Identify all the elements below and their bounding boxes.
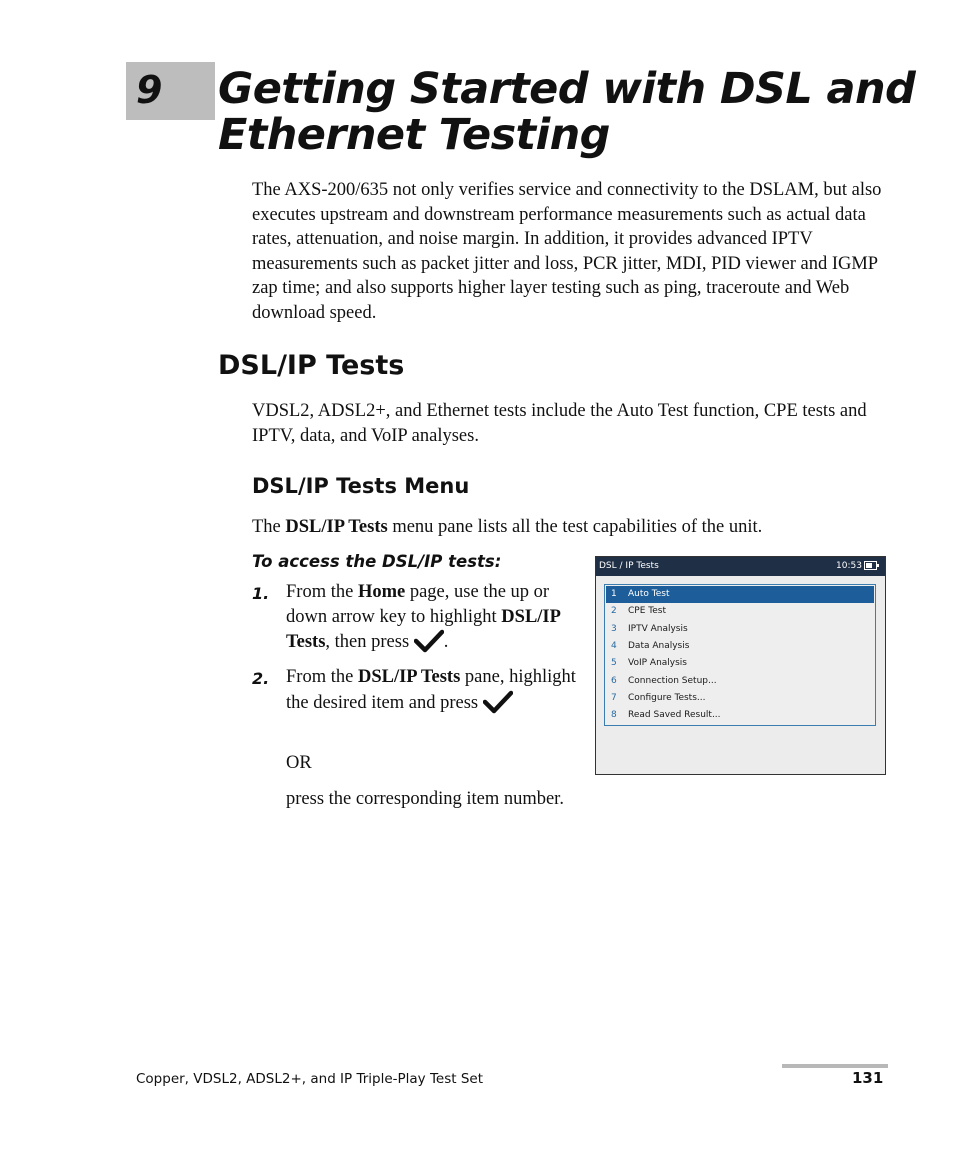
battery-icon [864,561,877,570]
page-number: 131 [852,1069,884,1087]
device-menu-item[interactable] [606,690,874,707]
device-menu-item-number: 4 [611,640,617,651]
device-menu-item[interactable] [606,603,874,620]
device-menu-item-label: Read Saved Result... [628,710,721,721]
device-menu-item[interactable] [606,673,874,690]
device-menu-item-label: Data Analysis [628,640,690,651]
step-2-text-b: pane, highlight the desired item and press [286,667,576,713]
subsection-heading: DSL/IP Tests Menu [252,474,470,498]
device-menu-item[interactable] [606,707,874,724]
device-menu-item-number: 2 [611,606,617,617]
device-menu-item[interactable] [606,586,874,603]
footer-rule [782,1064,888,1068]
menu-description [252,515,892,540]
menu-desc-bold: DSL/IP Tests [285,517,388,537]
device-menu-item[interactable] [606,655,874,672]
device-header [596,557,885,576]
or-text: OR [286,753,312,773]
chapter-number: 9 [136,68,163,112]
chapter-title: Getting Started with DSL and Ethernet Testing [218,64,916,160]
step-1-text-a: From the [286,582,358,602]
checkmark-icon [414,629,444,653]
device-menu-item-number: 8 [611,710,617,721]
step-1-dslip: DSL/IP Tests [286,606,560,652]
step-1-number: 1. [252,584,270,603]
device-title: DSL / IP Tests [599,561,659,571]
device-menu-list [604,584,876,726]
step-2-number: 2. [252,669,270,688]
step-1-text [286,580,576,655]
device-menu-item-label: VoIP Analysis [628,658,687,669]
device-menu-item[interactable] [606,638,874,655]
device-screen [595,556,886,775]
step-2-text-a: From the [286,667,358,687]
step-1-text-c: , then press [325,632,414,652]
step-1-text-b: page, use the up or down arrow key to highlight [286,582,550,627]
intro-paragraph: The AXS-200/635 not only verifies service and connectivity to the DSLAM, but also executes upstream and downstream performance measurements such as actual data rates, attenuation, and noise margin. In addition, it provides advanced IPTV measurements such as packet jitter and loss, PCR jitter, MDI, PID viewer and IGMP zap time; and also supports higher layer testing such as ping, traceroute and Web download speed. [252,180,882,323]
step-1-text-d: . [443,632,449,652]
device-menu-item-number: 3 [611,623,617,634]
checkmark-icon [483,690,513,714]
menu-desc-text-2: menu pane lists all the test capabilities of the unit. [387,517,763,537]
menu-desc-text-1: The [252,517,286,537]
alternative-text: press the corresponding item number. [286,789,564,809]
device-menu-item-number: 6 [611,675,617,686]
device-menu-item[interactable] [606,621,874,638]
step-2-text [286,665,576,715]
procedure-title: To access the DSL/IP tests: [252,552,502,571]
device-time: 10:53 [836,561,862,571]
device-menu-item-label: Auto Test [628,589,670,599]
device-menu-item-label: Configure Tests... [628,692,706,703]
device-menu-item-number: 7 [611,692,617,703]
step-2-dslip: DSL/IP Tests [357,667,461,687]
device-menu-item-number: 1 [611,589,617,599]
device-menu-item-label: Connection Setup... [628,675,717,686]
device-menu-item-label: CPE Test [628,606,666,617]
device-menu-item-number: 5 [611,658,617,669]
device-menu-item-label: IPTV Analysis [628,623,688,634]
footer-text: Copper, VDSL2, ADSL2+, and IP Triple-Play Test Set [136,1071,484,1087]
section-description: VDSL2, ADSL2+, and Ethernet tests include the Auto Test function, CPE tests and IPTV, data, and VoIP analyses. [252,401,867,446]
step-1-home: Home [357,582,406,602]
section-heading: DSL/IP Tests [218,350,405,381]
